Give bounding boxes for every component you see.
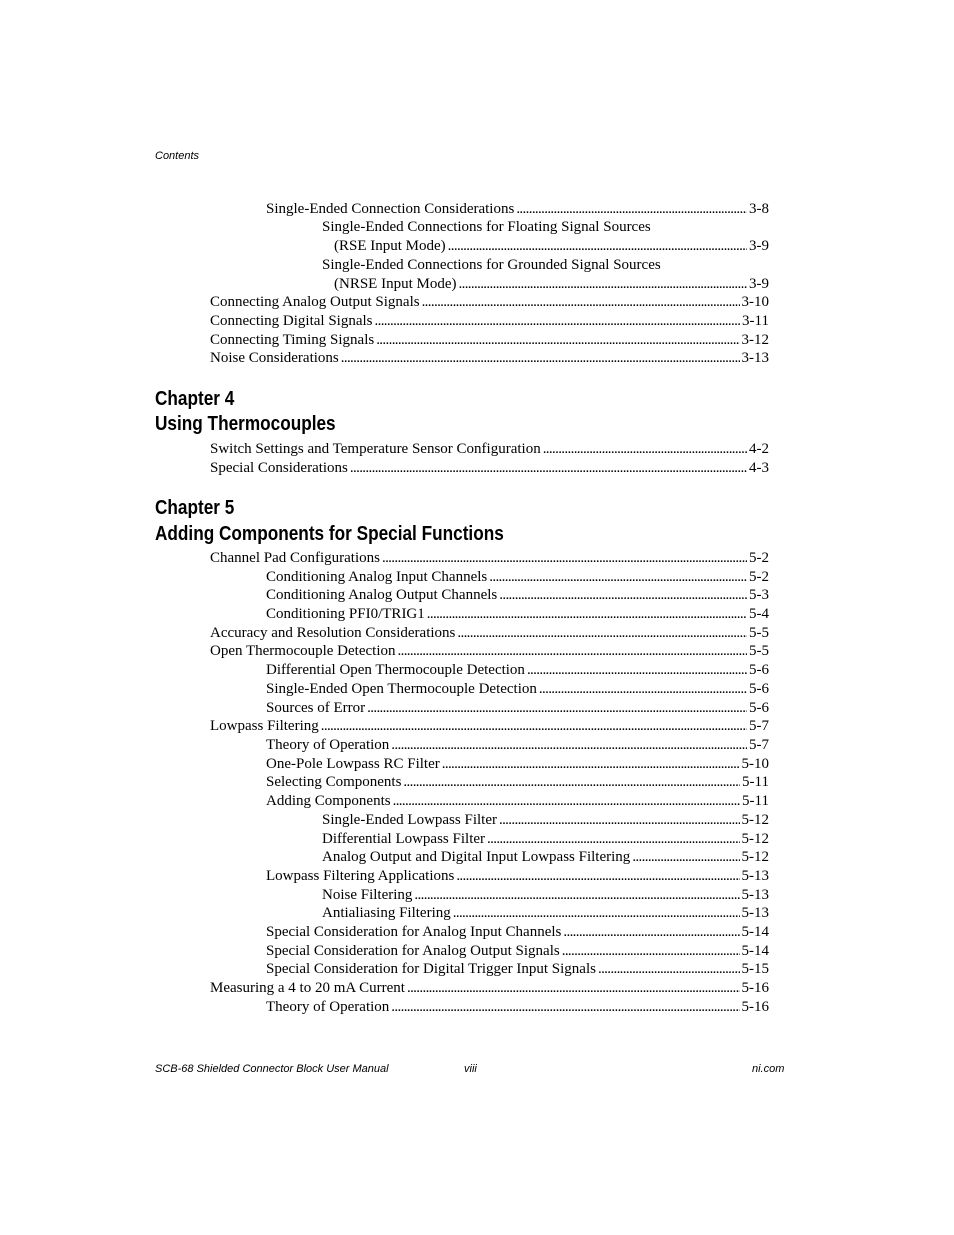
toc-entry-page: 5-7: [749, 737, 769, 753]
toc-entry-page: 5-13: [741, 868, 769, 884]
leader-dots: [448, 237, 747, 256]
toc-entry-title: Analog Output and Digital Input Lowpass Filtering: [322, 849, 631, 865]
footer-manual-title: SCB-68 Shielded Connector Block User Manual: [155, 1063, 389, 1075]
leader-dots: [459, 275, 748, 294]
toc-entry[interactable]: [266, 736, 769, 755]
toc-entry-page: 5-12: [741, 849, 769, 865]
toc-entry-page: 4-2: [749, 441, 769, 457]
toc-entry-page: 5-14: [741, 924, 769, 940]
leader-dots: [407, 979, 740, 998]
leader-dots: [391, 736, 747, 755]
leader-dots: [489, 568, 747, 587]
leader-dots: [321, 717, 747, 736]
toc-entry[interactable]: [322, 886, 769, 905]
toc-entry-page: 5-13: [741, 905, 769, 921]
chapter-title[interactable]: Adding Components for Special Functions: [155, 523, 504, 545]
toc-entry[interactable]: [210, 293, 769, 312]
running-head: Contents: [155, 150, 200, 162]
toc-entry[interactable]: [266, 755, 769, 774]
toc-entry-title-line1: Single-Ended Connections for Grounded Signal Sources: [322, 257, 661, 273]
toc-entry[interactable]: [266, 867, 769, 886]
toc-entry-title-line1: Single-Ended Connections for Floating Signal Sources: [322, 219, 651, 235]
toc-entry[interactable]: [210, 440, 769, 459]
leader-dots: [350, 459, 747, 478]
leader-dots: [442, 755, 740, 774]
toc-entry[interactable]: [266, 699, 769, 718]
toc-entry-title: Accuracy and Resolution Considerations: [210, 625, 456, 641]
leader-dots: [391, 998, 739, 1017]
toc-entry-page: 5-16: [741, 999, 769, 1015]
toc-entry[interactable]: [266, 792, 769, 811]
toc-entry[interactable]: [210, 549, 769, 568]
toc-entry-page: 3-9: [749, 276, 769, 292]
toc-entry-page: 3-12: [741, 332, 769, 348]
leader-dots: [376, 331, 739, 350]
toc-entry-page: 5-5: [749, 625, 769, 641]
toc-entry[interactable]: [210, 312, 769, 331]
toc-entry-title: Theory of Operation: [266, 737, 390, 753]
toc-entry-title: Conditioning Analog Input Channels: [266, 569, 488, 585]
toc-entry[interactable]: [322, 848, 769, 867]
toc-entry[interactable]: [334, 275, 769, 294]
toc-entry-page: 5-6: [749, 700, 769, 716]
toc-entry[interactable]: [210, 459, 769, 478]
toc-entry[interactable]: [266, 586, 769, 605]
toc-entry-title: Sources of Error: [266, 700, 366, 716]
leader-dots: [456, 867, 739, 886]
leader-dots: [563, 923, 739, 942]
toc-entry[interactable]: [266, 773, 769, 792]
toc-entry-page: 5-6: [749, 681, 769, 697]
toc-entry-title: Special Considerations: [210, 460, 348, 476]
toc-entry-title: Special Consideration for Analog Output Signals: [266, 943, 560, 959]
leader-dots: [427, 605, 747, 624]
toc-entry[interactable]: [266, 960, 769, 979]
toc-entry-title: Conditioning Analog Output Channels: [266, 587, 498, 603]
toc-entry-title: Noise Filtering: [322, 887, 413, 903]
toc-entry[interactable]: [266, 200, 769, 219]
leader-dots: [516, 200, 747, 219]
toc-entry-page: 5-15: [741, 961, 769, 977]
toc-entry[interactable]: [266, 680, 769, 699]
leader-dots: [598, 960, 740, 979]
leader-dots: [499, 586, 747, 605]
toc-entry-title: Conditioning PFI0/TRIG1: [266, 606, 425, 622]
toc-entry-page: 5-16: [741, 980, 769, 996]
leader-dots: [422, 293, 740, 312]
toc-entry-title: Differential Open Thermocouple Detection: [266, 662, 525, 678]
leader-dots: [398, 642, 748, 661]
leader-dots: [562, 942, 740, 961]
toc-entry-title: Single-Ended Lowpass Filter: [322, 812, 497, 828]
toc-entry[interactable]: [210, 979, 769, 998]
toc-entry-page: 4-3: [749, 460, 769, 476]
toc-entry-title: Single-Ended Open Thermocouple Detection: [266, 681, 537, 697]
toc-entry[interactable]: [266, 605, 769, 624]
toc-entry[interactable]: [266, 568, 769, 587]
toc-entry-page: 5-5: [749, 643, 769, 659]
toc-entry[interactable]: [334, 237, 769, 256]
leader-dots: [403, 773, 740, 792]
toc-entry-title: Lowpass Filtering Applications: [266, 868, 455, 884]
chapter-number: Chapter 5: [155, 497, 235, 519]
toc-entry-page: 5-10: [741, 756, 769, 772]
leader-dots: [382, 549, 747, 568]
toc-entry[interactable]: [210, 642, 769, 661]
chapter-number: Chapter 4: [155, 388, 235, 410]
leader-dots: [487, 830, 739, 849]
toc-entry-title: Special Consideration for Analog Input Channels: [266, 924, 562, 940]
toc-entry-page: 3-9: [749, 238, 769, 254]
toc-entry-title: Channel Pad Configurations: [210, 550, 380, 566]
chapter-title[interactable]: Using Thermocouples: [155, 413, 336, 435]
footer-page-number: viii: [464, 1063, 477, 1075]
leader-dots: [375, 312, 741, 331]
toc-entry-title: Open Thermocouple Detection: [210, 643, 396, 659]
toc-entry-page: 5-13: [741, 887, 769, 903]
toc-entry[interactable]: [322, 811, 769, 830]
toc-entry-page: 5-12: [741, 831, 769, 847]
toc-entry-title: Connecting Digital Signals: [210, 313, 373, 329]
toc-entry-page: 5-2: [749, 550, 769, 566]
toc-entry-title: Connecting Timing Signals: [210, 332, 375, 348]
leader-dots: [393, 792, 740, 811]
leader-dots: [527, 661, 747, 680]
toc-entry[interactable]: [266, 942, 769, 961]
toc-entry-page: 5-11: [742, 774, 769, 790]
toc-entry-page: 3-11: [742, 313, 769, 329]
toc-entry-title: Selecting Components: [266, 774, 402, 790]
leader-dots: [457, 624, 747, 643]
toc-entry-title: Special Consideration for Digital Trigger Input Signals: [266, 961, 596, 977]
toc-entry[interactable]: [322, 904, 769, 923]
leader-dots: [453, 904, 740, 923]
toc-entry-page: 5-11: [742, 793, 769, 809]
toc-entry-title: One-Pole Lowpass RC Filter: [266, 756, 440, 772]
toc-entry-title: Lowpass Filtering: [210, 718, 319, 734]
footer-website[interactable]: ni.com: [752, 1063, 785, 1075]
toc-entry-page: 5-12: [741, 812, 769, 828]
leader-dots: [414, 886, 739, 905]
toc-entry-title: Theory of Operation: [266, 999, 390, 1015]
leader-dots: [539, 680, 747, 699]
toc-entry-title: Single-Ended Connection Considerations: [266, 201, 515, 217]
toc-entry-page: 5-3: [749, 587, 769, 603]
toc-entry[interactable]: [266, 923, 769, 942]
toc-entry[interactable]: [210, 717, 769, 736]
toc-entry-title: Noise Considerations: [210, 350, 339, 366]
toc-entry-page: 5-7: [749, 718, 769, 734]
toc-entry[interactable]: [210, 331, 769, 350]
toc-entry-title: Differential Lowpass Filter: [322, 831, 486, 847]
leader-dots: [341, 349, 740, 368]
leader-dots: [632, 848, 739, 867]
toc-entry-page: 5-4: [749, 606, 769, 622]
toc-entry[interactable]: [210, 624, 769, 643]
toc-entry-title: (NRSE Input Mode): [334, 276, 457, 292]
toc-entry-page: 3-10: [741, 294, 769, 310]
toc-entry[interactable]: [322, 830, 769, 849]
leader-dots: [543, 440, 747, 459]
toc-entry-page: 5-14: [741, 943, 769, 959]
toc-entry-page: 5-2: [749, 569, 769, 585]
toc-entry-title: Measuring a 4 to 20 mA Current: [210, 980, 405, 996]
toc-entry[interactable]: [210, 349, 769, 368]
toc-entry-title: (RSE Input Mode): [334, 238, 446, 254]
toc-entry[interactable]: [266, 661, 769, 680]
toc-entry-title: Connecting Analog Output Signals: [210, 294, 420, 310]
toc-entry-page: 3-13: [741, 350, 769, 366]
leader-dots: [499, 811, 740, 830]
toc-entry-page: 3-8: [749, 201, 769, 217]
toc-entry[interactable]: [266, 998, 769, 1017]
toc-entry-page: 5-6: [749, 662, 769, 678]
toc-entry-title: Antialiasing Filtering: [322, 905, 451, 921]
toc-entry-title: Switch Settings and Temperature Sensor Configuration: [210, 441, 541, 457]
leader-dots: [367, 699, 747, 718]
toc-entry-title: Adding Components: [266, 793, 391, 809]
